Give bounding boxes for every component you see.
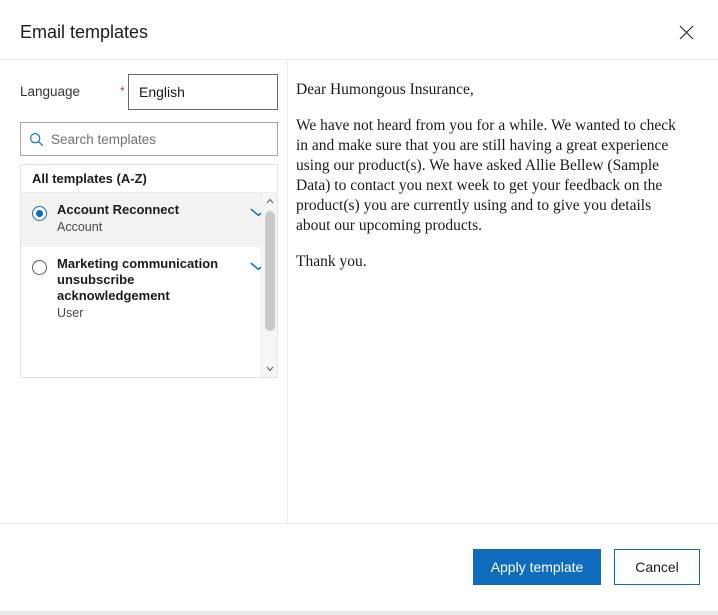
list-item-subtitle: Account (57, 220, 103, 234)
template-radio[interactable] (32, 206, 47, 221)
templates-panel (0, 60, 288, 522)
radio-cell[interactable] (21, 202, 57, 221)
preview-paragraph: We have not heard from you for a while. We wanted to check in and make sure that you are still having a great experience using our product(s). We have asked Allie Bellew (Sample Data) to contact you next week to get your feedback on the product(s) you are currently using and to give you details about our upcoming products. (296, 117, 676, 234)
dialog-footer (0, 523, 718, 611)
search-input[interactable] (51, 124, 277, 154)
item-text (57, 202, 239, 235)
language-label: Language (20, 84, 81, 99)
templates-list (20, 164, 278, 378)
search-icon (21, 132, 51, 147)
language-row (20, 74, 278, 110)
list-header: All templates (A-Z) (21, 165, 277, 193)
required-marker: * (120, 84, 125, 98)
preview-paragraph: Thank you. (296, 253, 367, 270)
list-scrollbar[interactable] (261, 193, 277, 377)
list-item-title: Marketing communication unsubscribe acknowledgement (57, 256, 219, 303)
scroll-up-icon[interactable] (262, 193, 277, 209)
list-item-subtitle: User (57, 306, 84, 320)
list-item[interactable] (21, 247, 277, 330)
dialog-header (0, 0, 718, 60)
radio-cell[interactable] (21, 256, 57, 275)
list-item-title: Account Reconnect (57, 202, 180, 217)
close-icon[interactable] (670, 16, 702, 48)
list-body (21, 193, 277, 377)
template-radio[interactable] (32, 260, 47, 275)
list-item[interactable] (21, 193, 277, 247)
search-box[interactable] (20, 122, 278, 156)
apply-template-button[interactable]: Apply template (473, 549, 601, 585)
template-preview (289, 60, 718, 522)
page-title: Email templates (20, 22, 149, 42)
scrollbar-thumb[interactable] (265, 211, 275, 331)
preview-paragraph: Dear Humongous Insurance, (296, 81, 474, 98)
cancel-button[interactable]: Cancel (614, 549, 700, 585)
scroll-down-icon[interactable] (262, 361, 278, 377)
language-select[interactable]: English (128, 74, 278, 110)
item-text (57, 256, 239, 321)
